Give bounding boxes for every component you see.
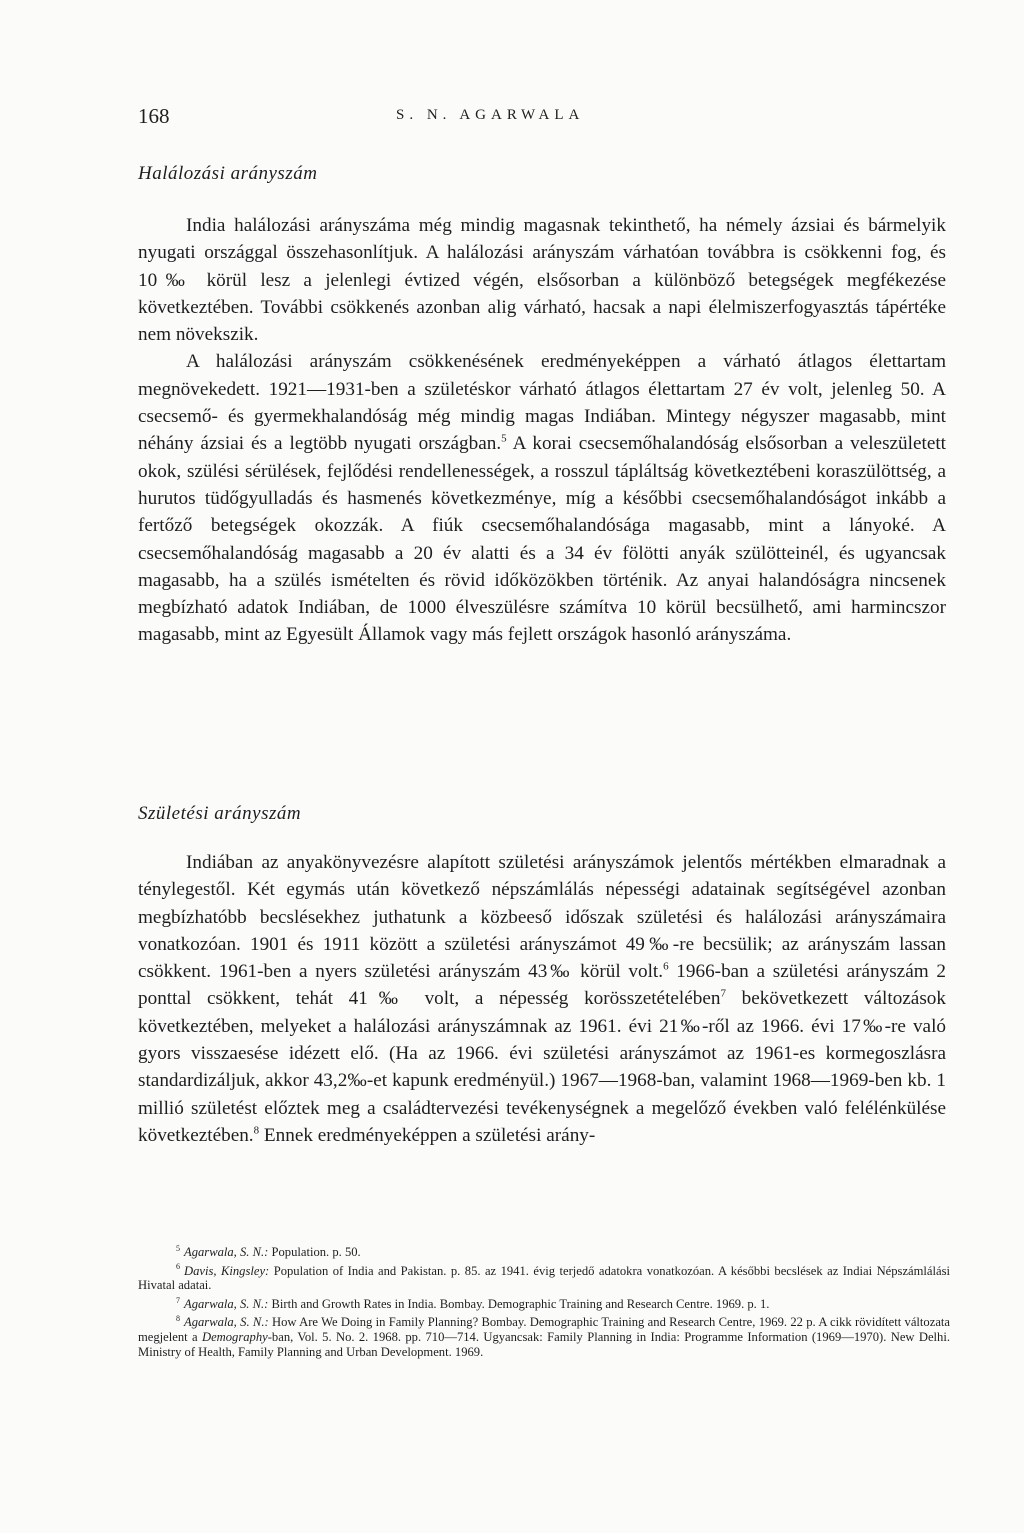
footnote-ref: 8 — [253, 1124, 260, 1137]
section-mortality — [138, 212, 946, 649]
section-title-birthrate: Születési arányszám — [138, 803, 302, 824]
page-number: 168 — [138, 104, 170, 128]
paragraph: India halálozási arányszáma még mindig magasnak tekinthető, ha némely ázsiai és bármelyik nyugati országgal összehasonlítjuk. A halálozási arányszám várhatóan továbbra is csökkenni fog, és 10‰ körül lesz a jelenlegi évtized végén, elsősorban a különböző betegségek megfékezése következtében. További csökkenés azonban alig várható, hacsak a napi élelmiszerfogyasztás tápértéke nem növekszik. — [138, 215, 946, 346]
page-header — [138, 104, 938, 134]
running-head: S. N. AGARWALA — [396, 107, 585, 123]
footnote: $^7$ Agarwala, S. N.: Birth and Growth Rates in India. Bombay. Demographic Training and Research Centre. 1969. p. 1. — [176, 1295, 770, 1311]
paragraph: Indiában az anyakönyvezésre alapított születési arányszámok jelentős mértékben elmaradnak a ténylegestől. Két egymás után következő népszámlálás népességi adatainak segítségével azonban megbízhatóbb becslésekhez juthatunk a közbeeső időszak születési és halálozási arányszámaira vonatkozóan. 1901 és 1911 között a születési arányszámot 49‰-re becsülik; az arányszám lassan csökkent. 1961-ben a nyers születési arányszám 43‰ körül volt.$^6$ 1966-ban a születési arányszám 2 ponttal csökkent, tehát 41‰ volt, a népesség korösszetételében$^7$ bekövetkezett változások következtében, melyeket a halálozási arányszámnak az 1961. évi 21‰-ről az 1966. évi 17‰-re való gyors visszaesése idézett elő. (Ha az 1966. évi születési arányszámot az 1961-es kormegoszlásra standardizáljuk, akkor 43,2‰-et kapunk eredményül.) 1967—1968-ban, valamint 1968—1969-ben kb. 1 millió születést előztek meg a családtervezési tevékenységnek a megelőző években való felélénkülése következtében.$^8$ Ennek eredményeképpen a születési arány- — [138, 852, 946, 1146]
paragraph: A halálozási arányszám csökkenésének eredményeképpen a várható átlagos élettartam megnövekedett. 1921—1931-ben a születéskor várható átlagos élettartam 27 év volt, jelenleg 50. A csecsemő- és gyermekhalandóság még mindig magas Indiában. Mintegy négyszer magasabb, mint néhány ázsiai és a legtöbb nyugati országban.$^5$ A korai csecsemőhalandóság elsősorban a veleszületett okok, szülési sérülések, fejlődési rendellenességek, a rosszul tápláltság következtébeni koraszülöttség, a hurutos tüdőgyulladás és hasmenés következménye, míg a későbbi csecsemőhalandóságot inkább a fertőző betegségek okozzák. A fiúk csecsemőhalandósága magasabb, mint a lányoké. A csecsemőhalandóság magasabb a 20 év alatti és a 34 év fölötti anyák szülötteinél, és ugyancsak magasabb, ha a szülés ismételten és rövid időközökben történik. Az anyai halandóságra nincsenek megbízható adatok Indiában, de 1000 élveszülésre számítva 10 körül becsülhető, ami harmincszor magasabb, mint az Egyesült Államok vagy más fejlett országok hasonló arányszáma. — [138, 351, 946, 646]
footnote-ref: 6 — [663, 960, 669, 973]
footnote: $^6$ Davis, Kingsley: Population of India and Pakistan. p. 85. az 1941. évig terjedő adatokra vonatkozóan. A későbbi becslések az Indiai Népszámlálási Hivatal adatai. — [138, 1262, 950, 1293]
footnote: $^8$ Agarwala, S. N.: How Are We Doing in Family Planning? Bombay. Demographic Training and Research Centre, 1969. 22 p. A cikk rövidített változata megjelent a Demography-ban, Vol. 5. No. 2. 1968. pp. 710—714. Ugyancsak: Family Planning in India: Programme Information (1969—1970). New Delhi. Ministry of Health, Family Planning and Urban Development. 1969. — [138, 1314, 950, 1359]
footnote: $^5$ Agarwala, S. N.: Population. p. 50. — [176, 1243, 361, 1259]
section-title-mortality: Halálozási arányszám — [138, 163, 318, 184]
footnote-ref: 5 — [501, 432, 507, 445]
footnotes — [138, 1245, 950, 1363]
section-birthrate — [138, 849, 946, 1149]
footnote-ref: 7 — [720, 988, 726, 1001]
